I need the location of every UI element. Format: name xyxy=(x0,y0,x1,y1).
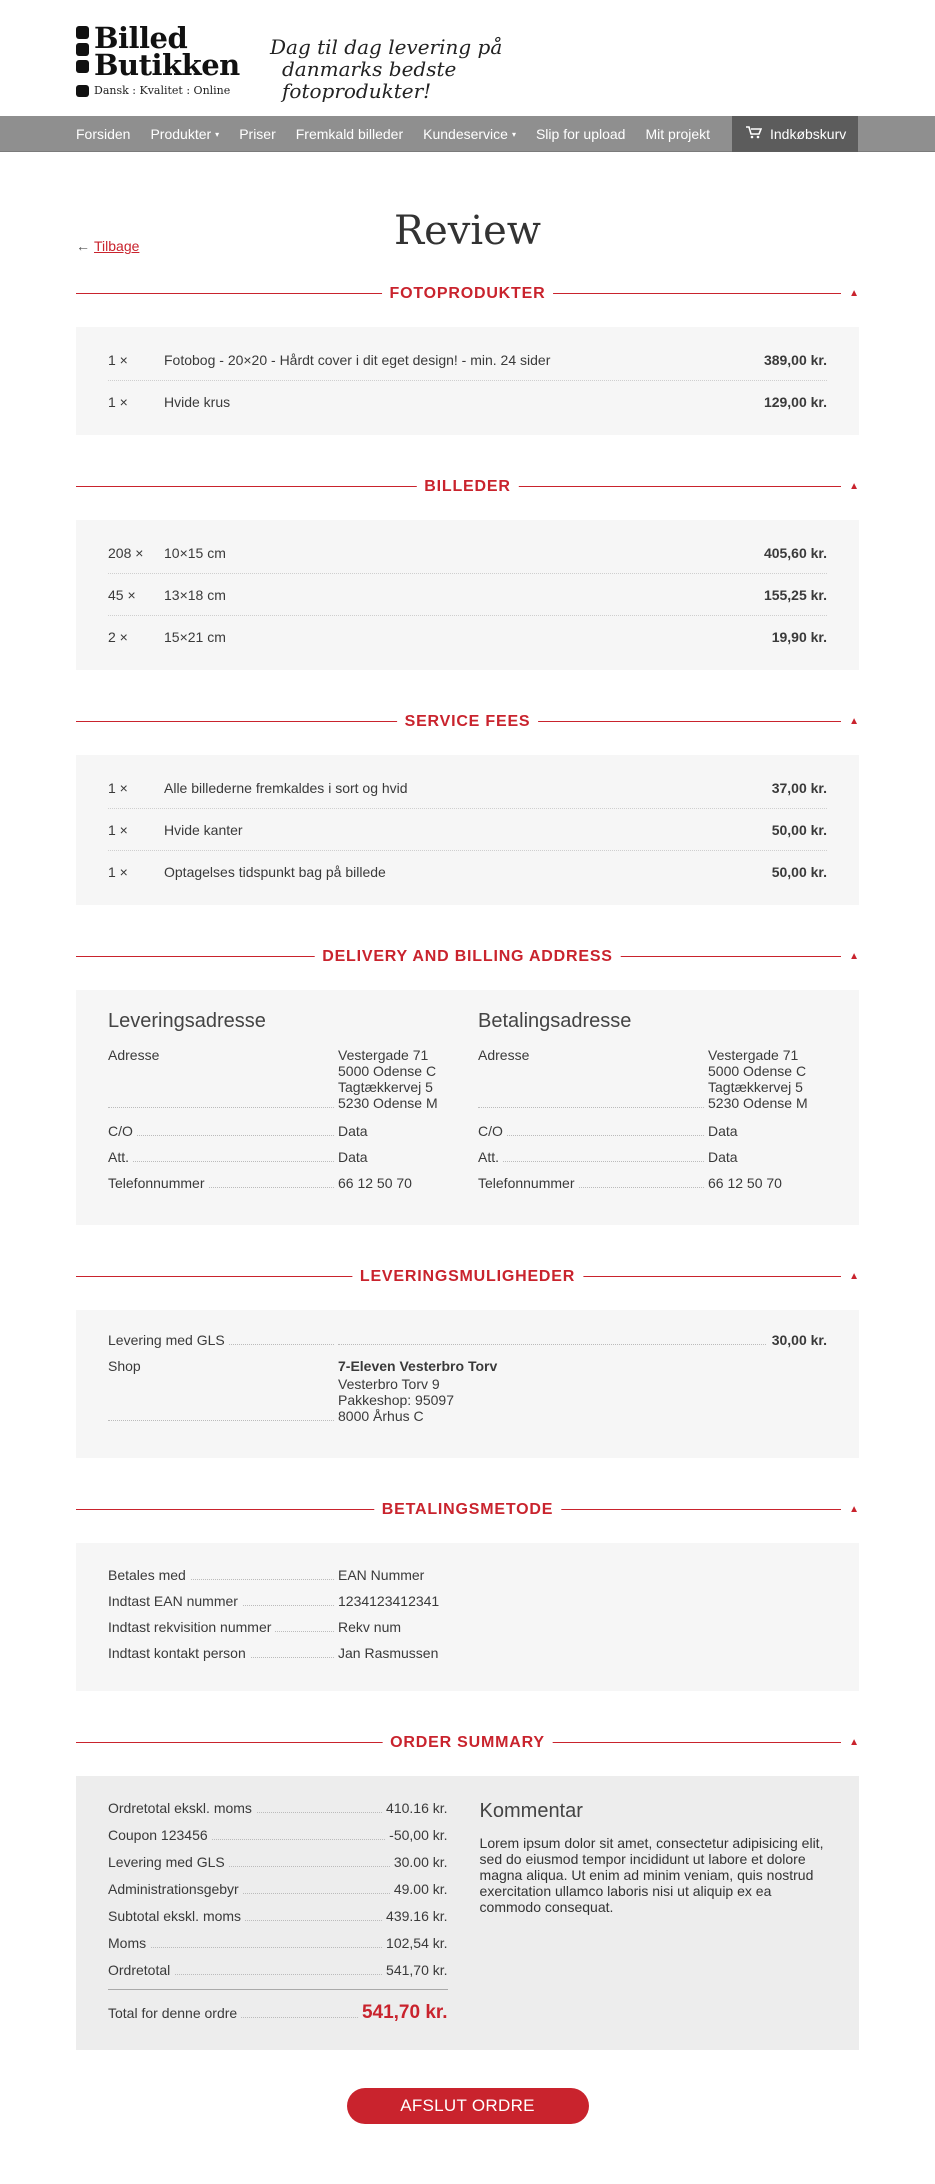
row-desc: 13×18 cm xyxy=(164,586,226,603)
section-header-order-summary xyxy=(76,1729,859,1757)
panel-betalingsmetode xyxy=(76,1543,859,1691)
row-price: 155,25 kr. xyxy=(763,586,827,603)
main-nav xyxy=(0,116,935,152)
summary-label: Subtotal ekskl. moms xyxy=(108,1908,245,1924)
logo-word-1: Billed xyxy=(94,21,188,55)
panel-billeder xyxy=(76,520,859,670)
section-title: BETALINGSMETODE xyxy=(374,1501,561,1519)
field-label: Indtast rekvisition nummer xyxy=(108,1619,275,1635)
total-value: 541,70 kr. xyxy=(361,2002,448,2023)
field-label: Att. xyxy=(478,1149,503,1165)
section-header-billeder xyxy=(76,473,859,501)
nav-produkter[interactable]: Produkter ▾ xyxy=(150,126,220,142)
section-header-fotoprodukter xyxy=(76,280,859,308)
table-row xyxy=(108,339,827,381)
site-logo[interactable] xyxy=(76,21,240,100)
back-link[interactable]: ← Tilbage xyxy=(76,238,140,254)
field-label: Adresse xyxy=(108,1047,163,1063)
summary-totals xyxy=(108,1800,448,2024)
panel-address xyxy=(76,990,859,1225)
row-desc: Hvide krus xyxy=(164,394,231,410)
logo-word-2: Butikken xyxy=(94,48,240,82)
row-qty: 208 × xyxy=(108,544,144,561)
collapse-icon[interactable]: ▲ xyxy=(841,481,859,492)
delivery-price: 30,00 kr. xyxy=(771,1332,827,1348)
delivery-address xyxy=(108,1010,478,1201)
arrow-left-icon: ← xyxy=(76,238,90,254)
delivery-method: Levering med GLS xyxy=(108,1332,229,1348)
row-desc: Hvide kanter xyxy=(164,821,243,838)
place-order-button[interactable]: AFSLUT ORDRE xyxy=(347,2088,589,2124)
row-qty: 1 × xyxy=(108,821,128,838)
section-header-address xyxy=(76,943,859,971)
summary-label: Moms xyxy=(108,1935,150,1951)
section-title: ORDER SUMMARY xyxy=(382,1734,553,1752)
shop-info: 7-Eleven Vesterbro Torv Vesterbro Torv 9 Pakkeshop: 95097 8000 Århus C xyxy=(338,1358,498,1424)
field-value: EAN Nummer xyxy=(338,1567,425,1583)
section-header-leveringsmuligheder xyxy=(76,1263,859,1291)
field-label: C/O xyxy=(478,1123,507,1139)
row-qty: 45 × xyxy=(108,586,136,603)
cart-button[interactable]: Indkøbskurv xyxy=(732,116,858,152)
row-qty: 2 × xyxy=(108,629,128,645)
field-label: Indtast EAN nummer xyxy=(108,1593,242,1609)
row-price: 50,00 kr. xyxy=(771,821,827,838)
summary-divider xyxy=(108,1989,448,1990)
logo-mark xyxy=(76,26,90,77)
row-price: 389,00 kr. xyxy=(763,351,827,368)
nav-kundeservice[interactable]: Kundeservice ▾ xyxy=(423,126,516,142)
table-row xyxy=(108,851,827,893)
nav-slip-for-upload[interactable]: Slip for upload xyxy=(535,126,626,142)
section-header-betalingsmetode xyxy=(76,1496,859,1524)
summary-value: -50,00 kr. xyxy=(389,1827,448,1843)
nav-priser[interactable]: Priser xyxy=(239,126,276,142)
collapse-icon[interactable]: ▲ xyxy=(841,1271,859,1282)
row-qty: 1 × xyxy=(108,864,128,880)
section-title: LEVERINGSMULIGHEDER xyxy=(352,1268,583,1286)
field-label: Betales med xyxy=(108,1567,190,1583)
section-title: BILLEDER xyxy=(416,478,518,496)
page-title: Review xyxy=(393,208,542,254)
collapse-icon[interactable]: ▲ xyxy=(841,1504,859,1515)
section-title: SERVICE FEES xyxy=(397,713,539,731)
panel-order-summary xyxy=(76,1776,859,2050)
nav-forsiden[interactable]: Forsiden xyxy=(76,126,131,142)
row-price: 50,00 kr. xyxy=(771,864,827,880)
summary-label: Administrationsgebyr xyxy=(108,1881,243,1897)
billing-address xyxy=(478,1010,848,1201)
row-desc: Optagelses tidspunkt bag på billede xyxy=(164,864,386,880)
shop-label: Shop xyxy=(108,1358,145,1374)
comment-text: Lorem ipsum dolor sit amet, consectetur adipisicing elit, sed do eiusmod tempor incididunt ut labore et dolore magna aliqua. Ut enim ad minim veniam, quis nostrud exercitation ullamco laboris nisi ut aliquip ex ea commodo consequat. xyxy=(479,1835,824,1915)
field-value: 1234123412341 xyxy=(338,1593,440,1609)
logo-tagline: Dansk : Kvalitet : Online xyxy=(76,84,230,97)
row-desc: 15×21 cm xyxy=(164,629,226,645)
collapse-icon[interactable]: ▲ xyxy=(841,1737,859,1748)
field-value: Data xyxy=(708,1149,738,1165)
delivery-address-heading: Leveringsadresse xyxy=(108,1010,266,1032)
field-label: Adresse xyxy=(478,1047,533,1063)
field-value: Data xyxy=(338,1123,368,1139)
chevron-down-icon: ▾ xyxy=(215,130,220,140)
row-desc: 10×15 cm xyxy=(164,544,226,561)
field-label: Indtast kontakt person xyxy=(108,1645,250,1661)
header-slogan: Dag til dag levering på danmarks bedste fotoprodukter! xyxy=(270,35,503,103)
collapse-icon[interactable]: ▲ xyxy=(841,716,859,727)
row-desc: Alle billederne fremkaldes i sort og hvid xyxy=(164,779,408,796)
field-value: Data xyxy=(338,1149,368,1165)
summary-value: 541,70 kr. xyxy=(386,1962,448,1978)
summary-value: 439.16 kr. xyxy=(386,1908,448,1924)
field-value: 66 12 50 70 xyxy=(338,1175,412,1191)
summary-value: 49.00 kr. xyxy=(393,1881,448,1897)
site-header xyxy=(0,0,935,116)
summary-value: 410.16 kr. xyxy=(386,1800,448,1816)
billing-address-heading: Betalingsadresse xyxy=(478,1010,632,1032)
address-lines: Vestergade 71 5000 Odense C Tagtækkervej 5 5230 Odense M xyxy=(708,1047,808,1111)
table-row xyxy=(108,767,827,809)
table-row xyxy=(108,532,827,574)
summary-value: 30.00 kr. xyxy=(393,1854,448,1870)
panel-fotoprodukter xyxy=(76,327,859,435)
comment-box xyxy=(480,1800,827,2024)
row-price: 405,60 kr. xyxy=(763,544,827,561)
field-label: Telefonnummer xyxy=(108,1175,209,1191)
summary-label: Ordretotal ekskl. moms xyxy=(108,1800,256,1816)
section-title: FOTOPRODUKTER xyxy=(382,285,554,303)
panel-leveringsmuligheder xyxy=(76,1310,859,1458)
row-qty: 1 × xyxy=(108,394,128,410)
field-value: Data xyxy=(708,1123,738,1139)
table-row xyxy=(108,616,827,658)
table-row xyxy=(108,574,827,616)
collapse-icon[interactable]: ▲ xyxy=(841,288,859,299)
nav-mit-projekt[interactable]: Mit projekt xyxy=(645,126,711,142)
table-row xyxy=(108,809,827,851)
nav-fremkald-billeder[interactable]: Fremkald billeder xyxy=(295,126,404,142)
total-label: Total for denne ordre xyxy=(108,2005,241,2021)
field-value: Rekv num xyxy=(338,1619,402,1635)
field-value: Jan Rasmussen xyxy=(338,1645,439,1661)
row-price: 37,00 kr. xyxy=(771,779,827,796)
row-price: 19,90 kr. xyxy=(771,629,827,645)
section-title: DELIVERY AND BILLING ADDRESS xyxy=(314,948,621,966)
row-qty: 1 × xyxy=(108,779,128,796)
panel-service-fees xyxy=(76,755,859,905)
comment-heading: Kommentar xyxy=(479,1800,583,1822)
address-lines: Vestergade 71 5000 Odense C Tagtækkervej 5 5230 Odense M xyxy=(338,1047,438,1111)
row-price: 129,00 kr. xyxy=(763,394,827,410)
summary-value: 102,54 kr. xyxy=(386,1935,448,1951)
row-desc: Fotobog - 20×20 - Hårdt cover i dit eget design! - min. 24 sider xyxy=(164,351,551,368)
page-head xyxy=(0,152,935,272)
summary-label: Ordretotal xyxy=(108,1962,174,1978)
field-label: C/O xyxy=(108,1123,137,1139)
field-value: 66 12 50 70 xyxy=(708,1175,782,1191)
field-label: Telefonnummer xyxy=(478,1175,579,1191)
section-header-service-fees xyxy=(76,708,859,736)
summary-label: Coupon 123456 xyxy=(108,1827,212,1843)
table-row xyxy=(108,381,827,423)
field-label: Att. xyxy=(108,1149,133,1165)
chevron-down-icon: ▾ xyxy=(511,130,516,140)
summary-label: Levering med GLS xyxy=(108,1854,229,1870)
row-qty: 1 × xyxy=(108,351,128,368)
cart-icon xyxy=(746,116,762,152)
collapse-icon[interactable]: ▲ xyxy=(841,951,859,962)
